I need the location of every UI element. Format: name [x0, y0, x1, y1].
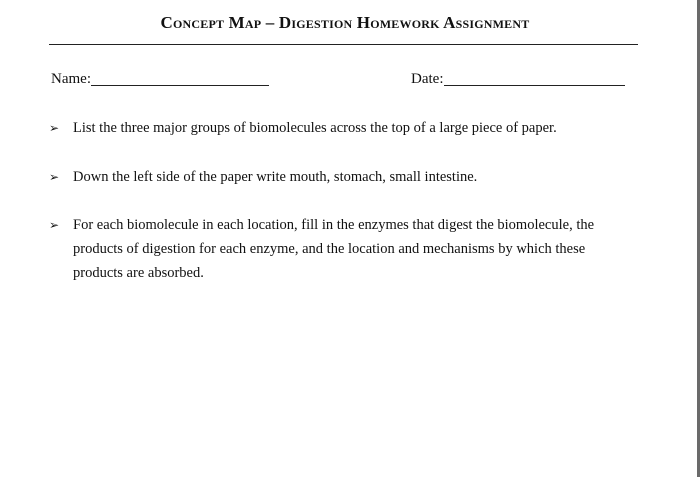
arrow-bullet-icon: ➢	[49, 170, 60, 184]
arrow-bullet-icon: ➢	[49, 218, 60, 232]
date-label: Date:	[411, 71, 444, 87]
name-label: Name:	[51, 71, 91, 87]
arrow-bullet-icon: ➢	[49, 121, 60, 135]
date-blank-line[interactable]	[444, 85, 625, 86]
instruction-item	[73, 165, 477, 189]
page-title: Concept Map – Digestion Homework Assignment	[160, 13, 530, 32]
instruction-line: products are absorbed.	[73, 265, 204, 281]
instruction-item	[73, 213, 594, 285]
name-blank-line[interactable]	[91, 85, 269, 86]
instruction-item	[73, 116, 557, 140]
title-divider	[49, 44, 638, 45]
instruction-line: For each biomolecule in each location, fill in the enzymes that digest the biomolecule, the	[73, 217, 595, 233]
instruction-line: List the three major groups of biomolecules across the top of a large piece of paper.	[73, 120, 557, 136]
instruction-line: products of digestion for each enzyme, and the location and mechanisms by which these	[73, 241, 586, 257]
instruction-line: Down the left side of the paper write mouth, stomach, small intestine.	[73, 169, 478, 185]
